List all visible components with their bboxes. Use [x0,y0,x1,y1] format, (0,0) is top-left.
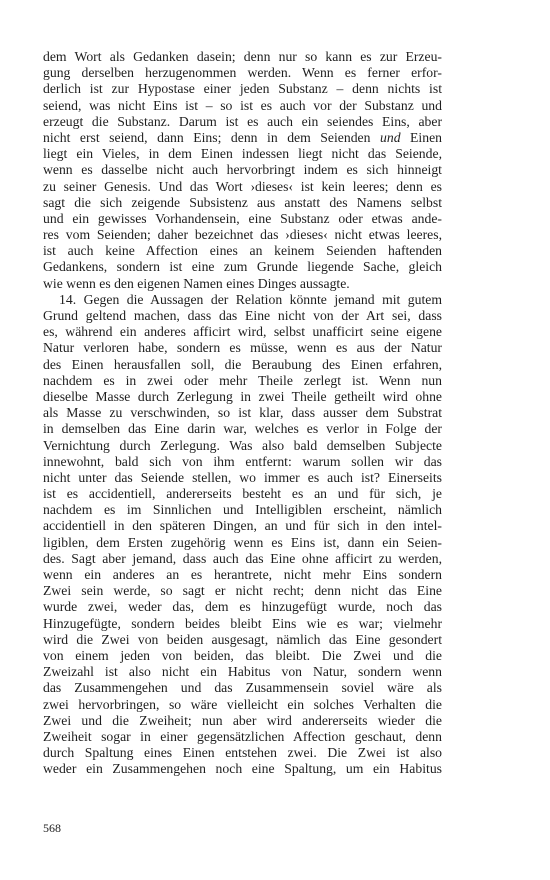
text-line: das Zusammengehen und das Zusammensein soviel wäre als [43,680,442,696]
text-line: dieselbe Masse durch Zerlegung in zwei Theile getheilt wird ohne [43,388,442,404]
paragraph [43,292,442,778]
text-line: wird die Zwei von beiden ausgesagt, nämlich das Eine gesondert [43,631,442,647]
text-line: wenn ein anderes an es herantrete, nicht mehr Eins sondern [43,567,442,582]
text-line: zu seiner Genesis. Und das Wort ›dieses‹ ist kein leeres; denn es [43,178,442,194]
text-line: derlich ist zur Hypostase einer jeden Substanz – denn nichts ist [43,81,442,97]
text-line: in demselben das Eine darin war, welches es verlor in Folge der [43,421,442,437]
text-line: Zwei sein werde, so sagt er nicht recht; denn nicht das Eine [43,583,442,599]
text-line: liegt ein Vieles, in dem Einen indessen liegt nicht das Seiende, [43,146,442,162]
text-line: ist auch keine Affection eines an keinem Seienden haftenden [43,243,442,259]
text-line: des Einen herausfallen soll, die Beraubung des Einen erfahren, [43,356,442,372]
text-line: seiend, was nicht Eins ist – so ist es auch vor der Substanz und [43,97,442,113]
text-line: nachdem es in zwei oder mehr Theile zerlegt ist. Wenn nun [43,372,442,388]
text-line: Vernichtung durch Zerlegung. Was also bald demselben Subjecte [43,437,442,453]
text-line: innewohnt, bald sich von ihm entfernt: warum sollen wir das [43,453,442,469]
text-line: 14. Gegen die Aussagen der Relation könnte jemand mit gutem [59,291,442,307]
text-line: Hinzugefügte, sondern beides bleibt Eins wie es war; vielmehr [43,615,442,631]
text-line: dem Wort als Gedanken dasein; denn nur so kann es zur Erzeu- [43,49,442,64]
body-text [43,49,442,777]
text-line: sagt die sich zeigende Subsistenz aus anstatt des Namens selbst [43,194,442,210]
text-line: es, während ein anderes afficirt wird, selbst unafficirt seine eigene [43,324,442,340]
paragraph [43,49,442,292]
text-line: erzeugt die Substanz. Darum ist es auch ein seiendes Eins, aber [43,113,442,129]
text-line: wurde zwei, weder das, dem es hinzugefügt wurde, noch das [43,599,442,615]
text-line: nicht erst seiend, dann Eins; denn in dem Seienden und Einen [43,129,442,145]
text-line: gung derselben herzugenommen werden. Wenn es ferner erfor- [43,65,442,81]
text-line: nachdem es im Sinnlichen und Intelligiblen erscheint, nämlich [43,502,442,518]
text-line: wie wenn es den eigenen Namen eines Dinges aussagte. [43,275,350,291]
text-line: ligiblen, dem Ersten zugehörig wenn es Eins ist, dann ein Seien- [43,534,442,550]
text-line: weder ein Zusammengehen noch eine Spaltung, um ein Habitus [43,761,442,777]
text-line: ist es accidentiell, andererseits besteht es an und für sich, je [43,486,442,502]
page-number: 568 [43,821,61,835]
text-line: und ein gewisses Vorhandensein, eine Substanz oder etwas ande- [43,210,442,226]
text-line: wenn es dasselbe nicht auch hervorbringt indem es sich hinneigt [43,162,442,178]
text-line: Zweiheit sogar in einer gegensätzlichen Affection geschaut, denn [43,728,442,744]
text-line: Natur verloren habe, sondern es müsse, wenn es aus der Natur [43,340,442,356]
text-line: res vom Seienden; daher bezeichnet das ›dieses‹ nicht etwas leeres, [43,227,442,243]
text-line: Zweizahl ist also nicht ein Habitus von Natur, sondern wenn [43,664,442,680]
text-line: Gedankens, sondern ist eine zum Grunde liegende Sache, gleich [43,259,442,275]
text-line: accidentiell in den späteren Dingen, an und für sich in den intel- [43,518,442,534]
text-line: des. Sagt aber jemand, dass auch das Eine ohne afficirt zu werden, [43,550,442,566]
text-line: als Masse zu verschwinden, so ist klar, dass ausser dem Substrat [43,405,442,421]
text-line: zwei hervorbringen, so wäre vielleicht ein solches Verhalten die [43,696,442,712]
text-line: nicht unter das Seiende stellen, wo immer es auch ist? Einerseits [43,469,442,485]
text-line: Zwei und die Zweiheit; nun aber wird andererseits wieder die [43,712,442,728]
text-line: Grund geltend machen, dass das Eine nicht von der Art sei, dass [43,308,442,323]
text-line: durch Spaltung eines Einen entstehen zwei. Die Zwei ist also [43,745,442,761]
text-line: von einem jeden von beiden, das bleibt. Die Zwei und die [43,647,442,663]
